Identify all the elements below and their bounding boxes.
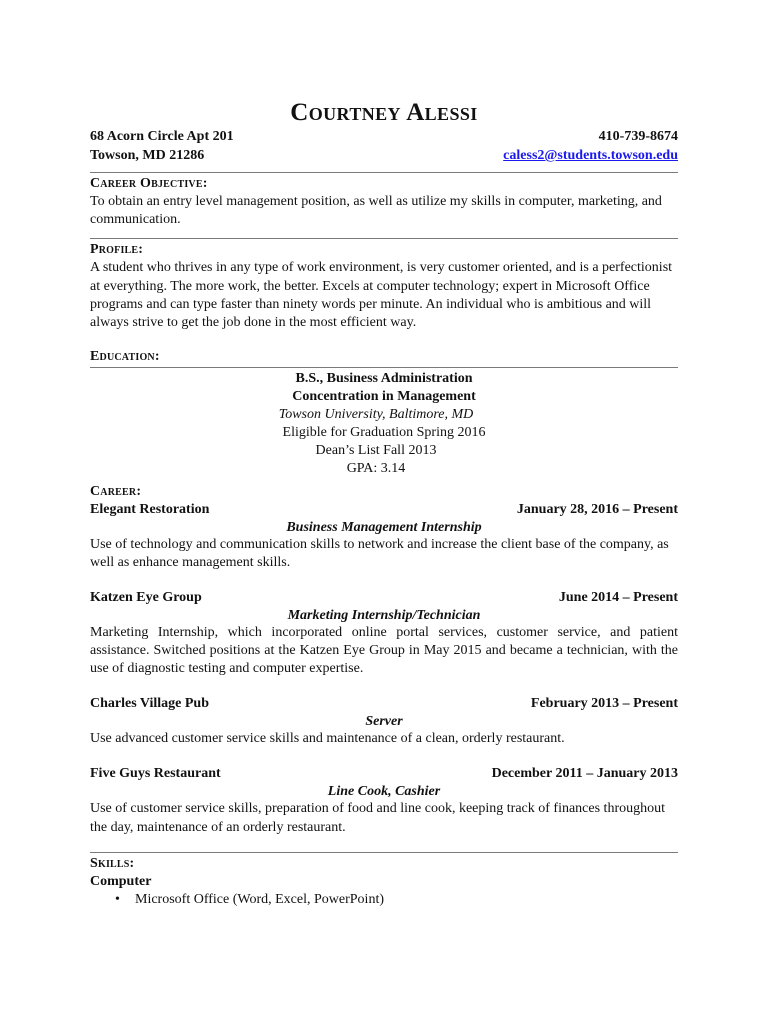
job-header (90, 765, 678, 783)
skills-section (90, 853, 678, 909)
job-dates: June 2014 – Present (558, 589, 678, 605)
job-header (90, 501, 678, 519)
education-concentration: Concentration in Management (292, 389, 476, 405)
job-employer: Elegant Restoration (90, 502, 210, 518)
skill-text: Microsoft Office (Word, Excel, PowerPoint) (135, 891, 384, 907)
bullet-icon: • (115, 891, 120, 907)
skills-heading: Skills: (90, 855, 135, 871)
skills-subheading: Computer (90, 873, 152, 889)
profile-section (90, 239, 678, 332)
resume-name: Courtney Alessi (290, 99, 478, 126)
job-title: Line Cook, Cashier (327, 784, 441, 800)
profile-heading: Profile: (90, 242, 144, 258)
education-school: Towson University, Baltimore, MD (278, 407, 474, 423)
email-link[interactable]: caless2@students.towson.edu (503, 148, 678, 163)
skills-list (90, 891, 678, 909)
phone-number: 410-739-8674 (598, 129, 678, 144)
job-dates: January 28, 2016 – Present (516, 502, 678, 518)
contact-block (90, 127, 678, 165)
job-employer: Five Guys Restaurant (90, 766, 221, 782)
job-entry (90, 589, 678, 679)
job-dates: December 2011 – January 2013 (491, 766, 678, 782)
career-objective-section (90, 173, 678, 229)
resume-page (90, 95, 678, 909)
contact-row-2 (90, 146, 678, 165)
job-description: Use of technology and communication skills to network and increase the client base of the company, as well as enhance management skills. (90, 537, 669, 571)
list-item (115, 891, 678, 909)
education-degree: B.S., Business Administration (295, 371, 473, 387)
address-line-2: Towson, MD 21286 (90, 148, 205, 163)
job-title: Server (365, 714, 403, 730)
job-employer: Charles Village Pub (90, 696, 210, 712)
job-title: Marketing Internship/Technician (287, 607, 481, 623)
job-dates: February 2013 – Present (530, 696, 678, 712)
job-entry (90, 501, 678, 572)
profile-text: A student who thrives in any type of work environment, is very customer oriented, and is a perfectionist at everything. The more work, the better. Excels at computer technology; expert in Microsoft Office programs and can type faster than ninety words per minute. An individual who is ambitious and will always strive to get the job done in the most efficient way. (90, 260, 673, 331)
education-graduation: Eligible for Graduation Spring 2016 (282, 425, 486, 441)
job-entry (90, 765, 678, 836)
job-employer: Katzen Eye Group (90, 589, 202, 605)
address-line-1: 68 Acorn Circle Apt 201 (90, 129, 234, 144)
education-deans-list: Dean’s List Fall 2013 (315, 443, 437, 459)
education-gpa: GPA: 3.14 (346, 461, 406, 477)
job-header (90, 695, 678, 713)
job-description: Use advanced customer service skills and maintenance of a clean, orderly restaurant. (90, 731, 565, 747)
job-header (90, 589, 678, 607)
education-heading: Education: (90, 349, 160, 365)
job-entry (90, 695, 678, 748)
education-section (90, 348, 678, 478)
career-objective-heading: Career Objective: (90, 176, 208, 191)
career-objective-text: To obtain an entry level management position, as well as utilize my skills in computer, marketing, and communication. (90, 194, 662, 228)
job-title: Business Management Internship (286, 520, 482, 536)
career-heading: Career: (90, 484, 142, 500)
job-description: Use of customer service skills, preparation of food and line cook, keeping track of finances throughout the day, maintenance of an orderly restaurant. (90, 801, 665, 835)
career-section (90, 483, 678, 837)
job-description: Marketing Internship, which incorporated online portal services, customer service, and patient assistance. Switched positions at the Katzen Eye Group in May 2015 and became a technician, with the use of diagnostic testing and computer expertise. (90, 624, 678, 677)
